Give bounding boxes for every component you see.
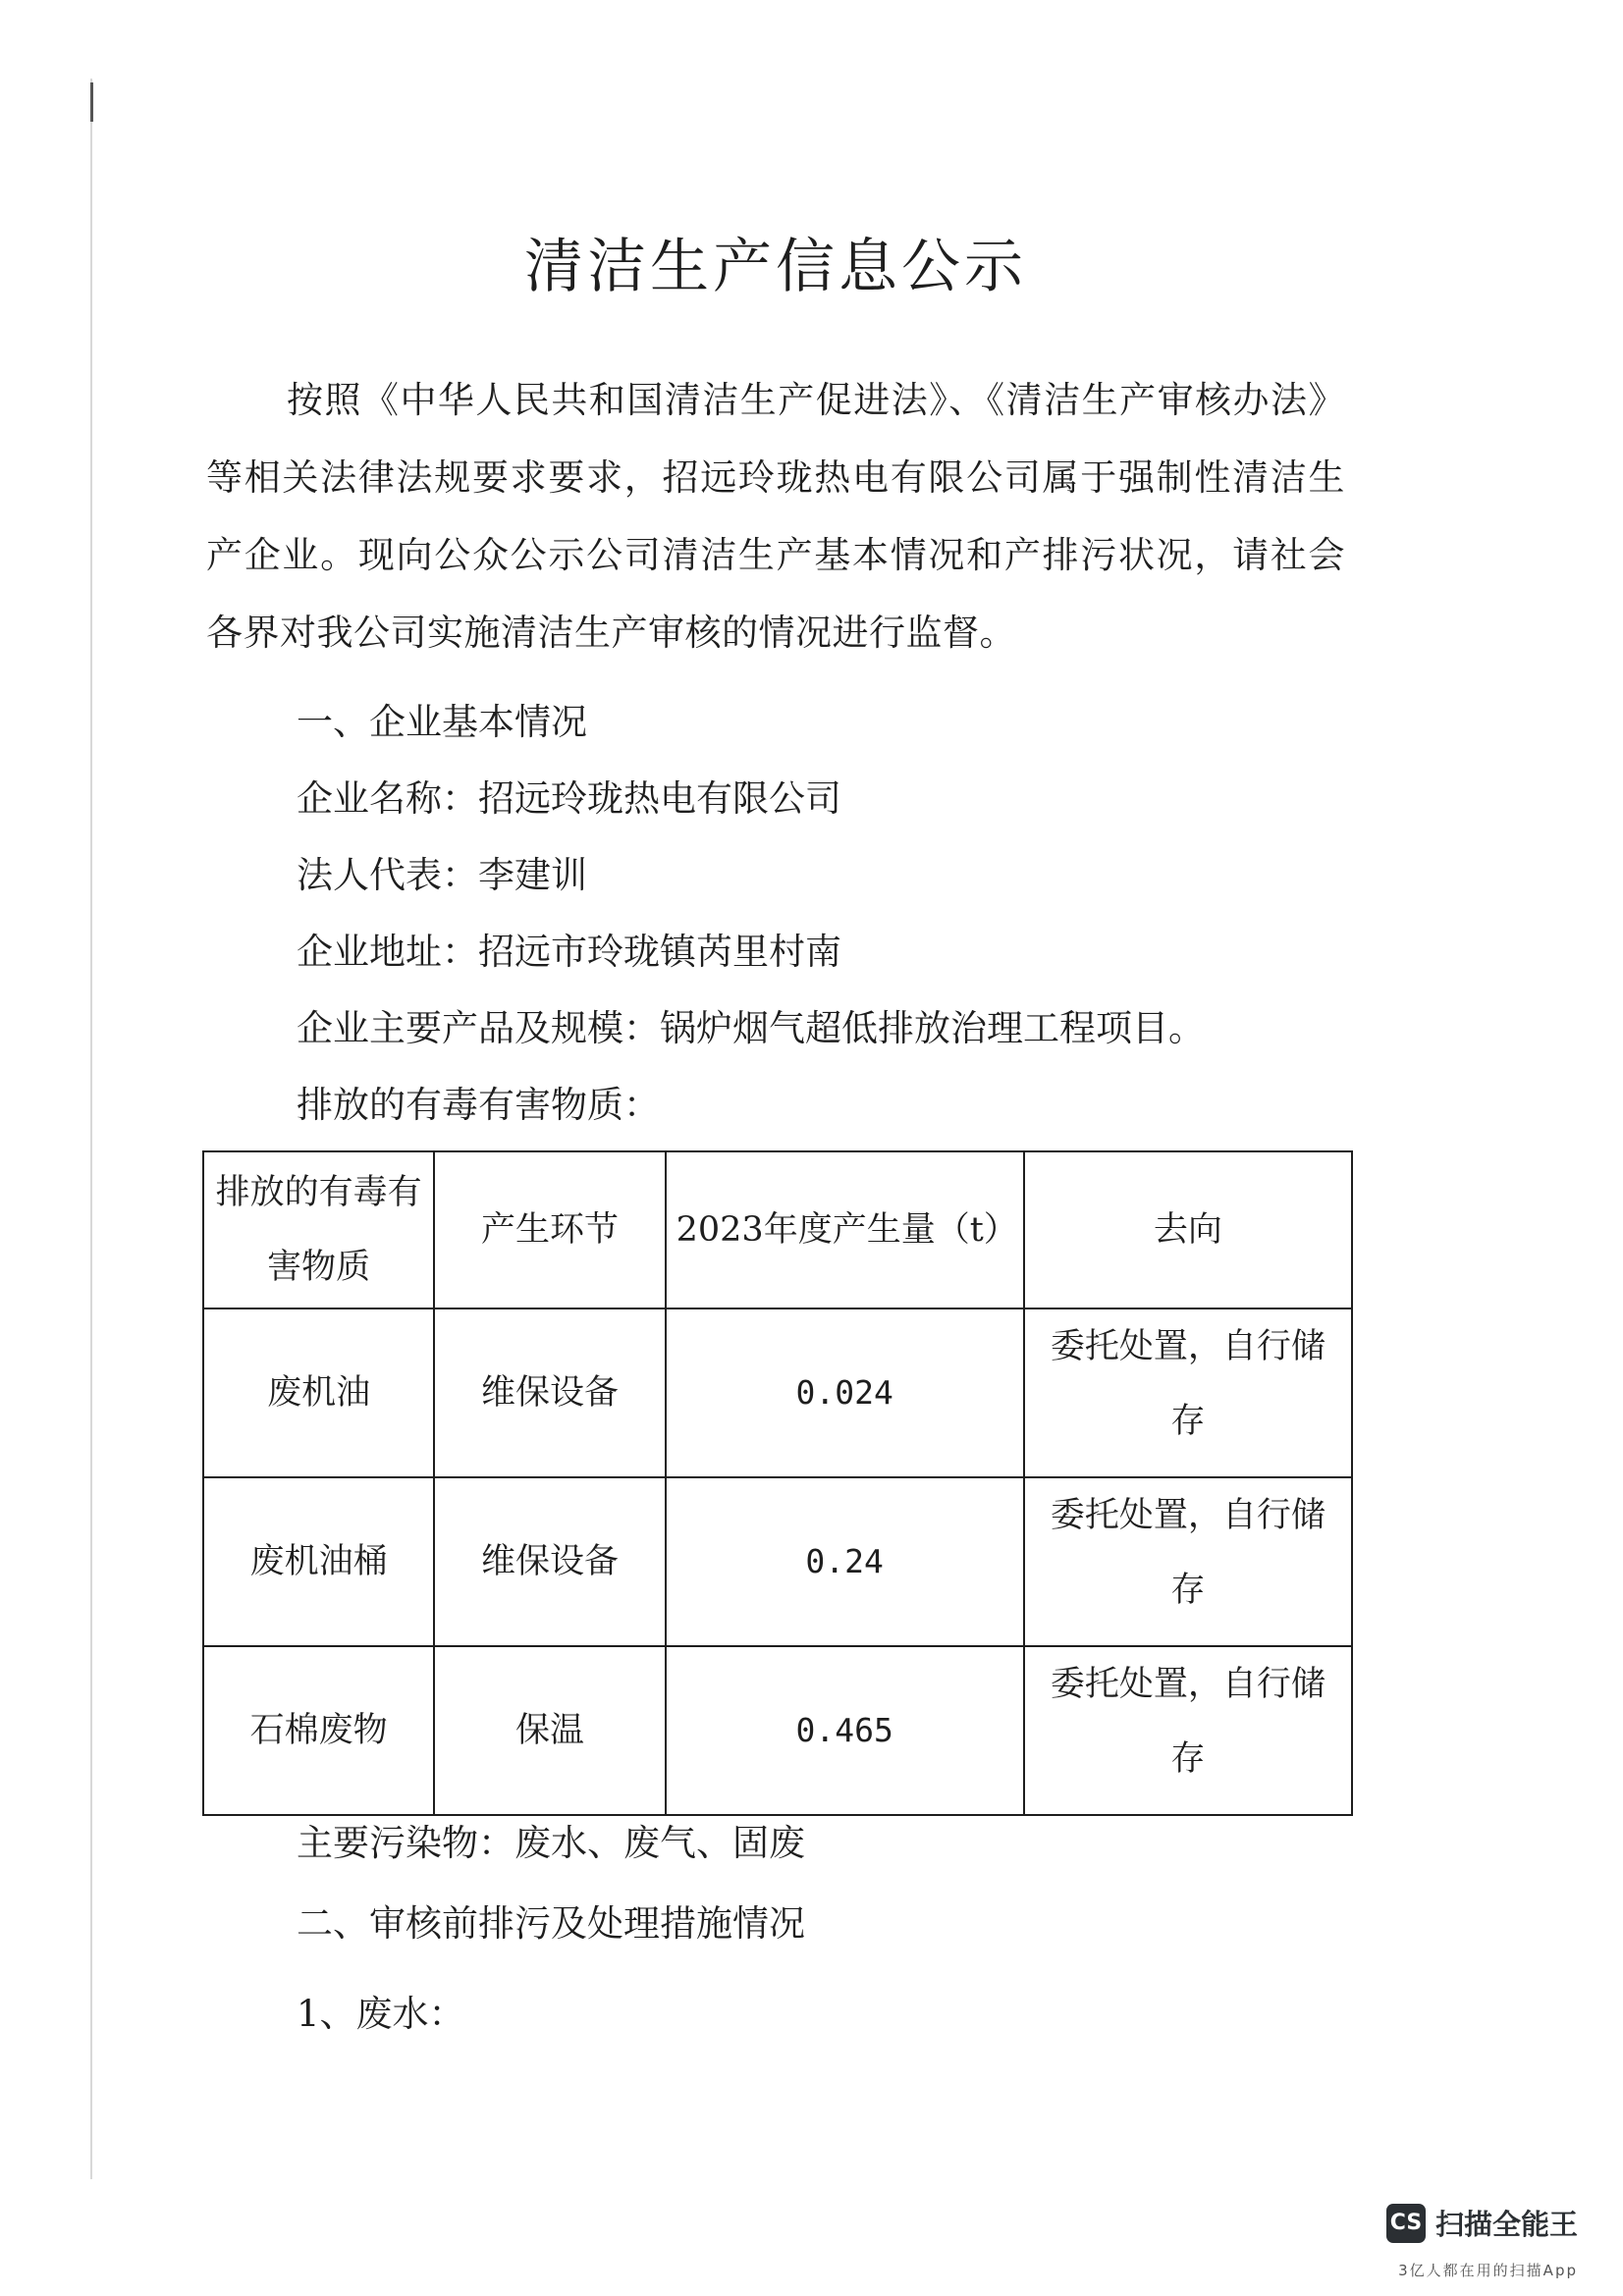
document-title: 清洁生产信息公示 bbox=[524, 233, 1027, 301]
table-cell: 维保设备 bbox=[434, 1477, 665, 1646]
table-row bbox=[203, 1646, 1352, 1815]
table-cell: 废机油 bbox=[203, 1308, 434, 1477]
legal-representative: 法人代表：李建训 bbox=[297, 854, 587, 896]
item-wastewater: 1、废水： bbox=[297, 1993, 465, 2035]
table-header-row bbox=[203, 1151, 1352, 1308]
table-header-cell: 去向 bbox=[1024, 1151, 1352, 1308]
table-cell: 废机油桶 bbox=[203, 1477, 434, 1646]
main-pollutants: 主要污染物：废水、废气、固废 bbox=[297, 1822, 805, 1864]
table-cell: 0.024 bbox=[666, 1308, 1024, 1477]
table-row bbox=[203, 1308, 1352, 1477]
section-2-heading: 二、审核前排污及处理措施情况 bbox=[297, 1902, 805, 1945]
table-cell: 石棉废物 bbox=[203, 1646, 434, 1815]
table-cell: 保温 bbox=[434, 1646, 665, 1815]
main-products: 企业主要产品及规模：锅炉烟气超低排放治理工程项目。 bbox=[297, 1007, 1205, 1049]
hazardous-substances-table bbox=[202, 1150, 1353, 1816]
scanner-watermark bbox=[1386, 2203, 1578, 2243]
section-1-heading: 一、企业基本情况 bbox=[297, 701, 587, 743]
company-address: 企业地址：招远市玲珑镇芮里村南 bbox=[297, 931, 841, 973]
scan-edge bbox=[90, 79, 92, 2179]
table-cell: 维保设备 bbox=[434, 1308, 665, 1477]
table-header-cell: 排放的有毒有害物质 bbox=[203, 1151, 434, 1308]
table-cell: 委托处置，自行储存 bbox=[1024, 1308, 1352, 1477]
table-cell: 委托处置，自行储存 bbox=[1024, 1646, 1352, 1815]
table-header-cell: 2023年度产生量（t） bbox=[666, 1151, 1024, 1308]
table-cell: 0.24 bbox=[666, 1477, 1024, 1646]
intro-paragraph: 按照《中华人民共和国清洁生产促进法》、《清洁生产审核办法》等相关法律法规要求要求，招远玲珑热电有限公司属于强制性清洁生产企业。现向公众公示公司清洁生产基本情况和产排污状况，请社会各界对我公司实施清洁生产审核的情况进行监督。 bbox=[206, 379, 1345, 654]
table-cell: 委托处置，自行储存 bbox=[1024, 1477, 1352, 1646]
company-name: 企业名称：招远玲珑热电有限公司 bbox=[297, 777, 841, 820]
table-row bbox=[203, 1477, 1352, 1646]
table-cell: 0.465 bbox=[666, 1646, 1024, 1815]
table-header-cell: 产生环节 bbox=[434, 1151, 665, 1308]
watermark-tagline: 3亿人都在用的扫描App bbox=[1398, 2262, 1578, 2279]
watermark-app-name: 扫描全能王 bbox=[1434, 2208, 1578, 2241]
camscanner-logo-icon: CS bbox=[1386, 2204, 1426, 2243]
hazardous-substances-label: 排放的有毒有害物质： bbox=[297, 1084, 660, 1126]
scan-edge-mark bbox=[90, 82, 93, 122]
